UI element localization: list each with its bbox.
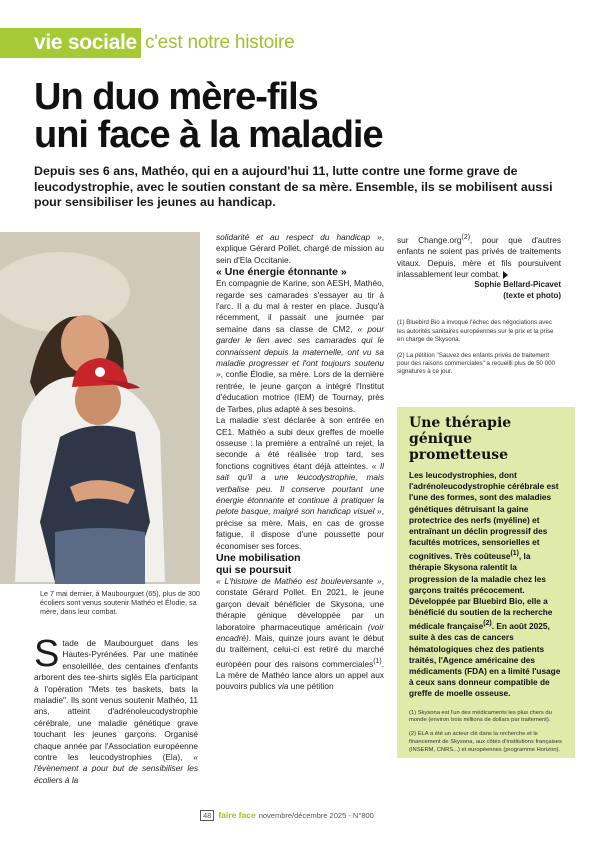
issue-info: novembre/décembre 2025 - N°800 xyxy=(258,810,374,820)
article-lead: Depuis ses 6 ans, Mathéo, qui en a aujourd'hui 11, lutte contre une forme grave de leucodystrophie, avec le soutien constant de sa mère. Ensemble, ils se mobilisent aussi pour sensibiliser les jeunes au handicap. xyxy=(34,164,553,210)
paragraph-skysona-text-c: . La mère de Mathéo lance alors un appel aux pouvoirs publics xyxy=(216,658,384,692)
column-1 xyxy=(34,633,198,786)
paragraph-continued-text: , explique Gérard Pollet, chargé de mission au sein d'Ela Occitanie. xyxy=(216,232,384,265)
author-name: Sophie Bellard-Picavet xyxy=(474,280,561,290)
page-number: 48 xyxy=(200,810,214,821)
subheading-mobilisation xyxy=(216,552,384,576)
intro-text: tade de Maubourguet dans les Hautes-Pyrénées. Par une matinée ensoleillée, des centaines d'enfants arborent des tee-shirts siglés Ela participant à l'opération "Mets tes baskets, bats la maladie". Ils sont venus soutenir Mathéo, 11 ans, atteint d'adrénoleucodystrophie cérébrale, une maladie génétique grave touchant les jeunes garçons. Organisé chaque année par l'Association européenne contre les leucodystrophies (Ela), xyxy=(34,638,198,763)
box-text-part1: Les leucodystrophies, dont l'adrénoleucodystrophie cérébrale est l'une des formes, sont des maladies génétiques détruisant la gaine protectrice des nerfs (myéline) et entraînant un déclin progressif des facultés motrices, sensorielles et cognitives. Très coûteuse xyxy=(409,470,559,562)
box-ref-2: (2) xyxy=(483,620,492,628)
end-mark-icon xyxy=(503,271,508,279)
rubric-block xyxy=(0,28,141,58)
headline-line2: uni face à la maladie xyxy=(34,114,383,156)
footnote-ref-1: (1) xyxy=(373,657,382,665)
quote-energie: « Il sait qu'il a une leucodystrophie, mais verbalise peu. Il conserve pourtant une énergie étonnante et continue à pratiquer la pelote basque, malgré son handicap visuel » xyxy=(216,460,385,517)
rubric-sub: c'est notre histoire xyxy=(144,32,295,53)
paragraph-intro xyxy=(34,633,198,786)
quote-solidarite: solidarité et au respect du handicap » xyxy=(216,232,382,242)
paragraph-petition-text-a: sur Change.org xyxy=(397,234,462,245)
box-footnotes xyxy=(409,710,563,755)
paragraph-maladie-text-b: , précise sa mère. Mais, en cas de grosse fatigue, il dispose d'une poussette pour économiser ses forces. xyxy=(216,506,384,551)
rubric-main: vie sociale xyxy=(34,31,137,54)
paragraph-skysona-text-a: , constate Gérard Pollet. En 2021, le jeune garçon devait bénéficier de Skysona, une thérapie génique développée par un laboratoire pharmaceutique américain xyxy=(216,575,384,632)
paragraph-skysona-text-b: . Mais, quinze jours avant le début du traitement, celui-ci est retiré du marché européen pour des raisons commerciales xyxy=(216,633,384,669)
drop-cap: S xyxy=(34,633,60,675)
box-text xyxy=(409,470,563,700)
paragraph-skysona-text-d: une pétition xyxy=(290,681,334,692)
paragraph-petition-text-b: , pour que d'autres enfants ne soient pas privés de traitements vitaux. Depuis, mère et fils poursuivent inlassablement leur combat. xyxy=(397,234,561,279)
paragraph-maladie xyxy=(216,415,384,552)
photo-caption: Le 7 mai dernier, à Maubourguet (65), plus de 300 écoliers sont venus soutenir Mathéo et Élodie, sa mère, dans leur combat. xyxy=(40,589,200,617)
subheading-mobilisation-line2: qui se poursuit xyxy=(216,563,292,576)
article-headline xyxy=(34,78,574,154)
footnote-1: (1) Bluebird Bio a invoqué l'échec des négociations avec les autorités sanitaires européennes sur le prix et la prise en charge de Skysona. xyxy=(397,319,554,343)
article-photo xyxy=(0,232,200,584)
paragraph-skysona xyxy=(216,576,384,693)
intro-quote: « l'évènement a pour but de sensibiliser les écoliers à la xyxy=(34,752,198,785)
box-title: Une thérapie génique prometteuse xyxy=(409,415,512,463)
footnotes xyxy=(397,319,561,376)
section-rubric xyxy=(0,28,295,58)
page-footer xyxy=(200,808,374,822)
paragraph-karine-text-b: , confie Élodie, sa mère. Lors de la dernière rentrée, le jeune garçon a intégré l'Institut d'éducation motrice (IEM) de Tournay, près de Tarbes, plus adapté à ses besoins. xyxy=(216,369,384,414)
box-text-part3: . En août 2025, suite à des cas de cancers hématologiques chez des patients traités, l'Agence américaine des médicaments (FDA) en a limité l'usage à ceux sans donneur compatible de greffe de moelle osseuse. xyxy=(409,621,561,699)
quote-bouleversante: « L'histoire de Mathéo est bouleversante » xyxy=(216,575,382,586)
quote-elodie: « pour garder le lien avec ses camarades qui le connaissent depuis la maternelle, ont vu sa maladie progresser et l'ont toujours soutenu » xyxy=(216,323,384,380)
footnote-2: (2) La pétition "Sauvez des enfants privés de traitement pour des raisons commerciales" a recueilli plus de 50 000 signatures à ce jour. xyxy=(397,352,555,376)
paragraph-continued xyxy=(216,232,384,266)
see-box-ref: (voir encadré) xyxy=(216,621,384,643)
paragraph-petition xyxy=(397,232,561,280)
footnote-ref-2: (2) xyxy=(461,234,470,241)
box-text-part2: , la thérapie Skysona ralentit la progression de la maladie chez les garçons traités précocement. Développée par Bluebird Bio, elle a bénéficié du soutien de la recherche médicale française xyxy=(409,551,553,632)
signature xyxy=(397,280,561,301)
box-ref-1: (1) xyxy=(510,550,519,558)
box-footnote-1: (1) Skysona est l'un des médicaments les plus chers du monde (environ trois millions de dollars par traitement). xyxy=(409,709,552,724)
paragraph-karine-text-a: En compagnie de Karine, son AESH, Mathéo, regarde ses camarades s'essayer au tir à l'arc. Il a du mal à rester en place. Jusqu'à récemment, il passait une journée par semaine dans sa classe de CM2, xyxy=(216,278,384,334)
sidebar-box xyxy=(397,407,575,758)
paragraph-karine xyxy=(216,278,384,415)
author-credit: (texte et photo) xyxy=(503,290,561,300)
column-2 xyxy=(216,232,384,693)
subheading-mobilisation-line1: Une mobilisation xyxy=(216,551,301,564)
column-3 xyxy=(397,232,561,377)
magazine-name: faire face xyxy=(218,810,256,820)
paragraph-maladie-text: La maladie s'est déclarée à son entrée en CE1. Mathéo a subi deux greffes de moelle osseuse : la première a entraîné un rejet, la seconde a été réalisée trop tard, ses fonctions cognitives étant déjà atteintes. xyxy=(216,415,384,471)
headline-line1: Un duo mère-fils xyxy=(34,76,318,118)
word-via: via xyxy=(277,681,289,692)
subheading-energie: « Une énergie étonnante » xyxy=(216,266,347,279)
box-footnote-2: (2) ELA a été un acteur clé dans la recherche et le financement de Skysona, aux côtés d'institutions françaises (INSERM, CNRS...) et européennes (programme Horizon). xyxy=(409,731,562,753)
